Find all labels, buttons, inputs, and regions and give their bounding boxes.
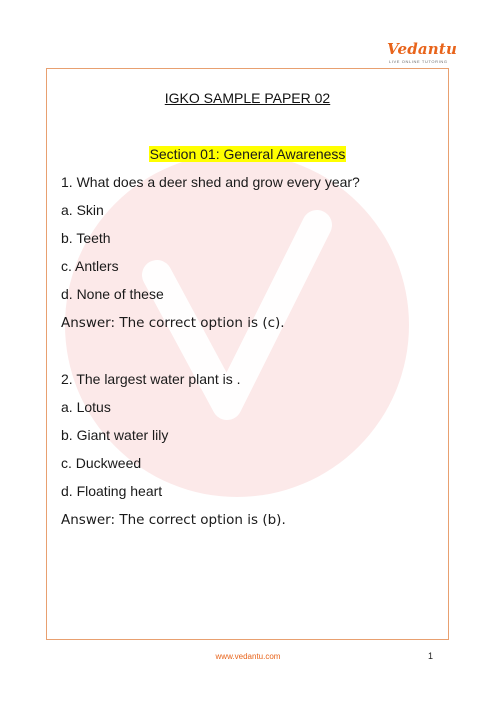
question-1-answer: Answer: The correct option is (c). xyxy=(61,315,285,331)
question-2-option-b: b. Giant water lily xyxy=(61,427,169,443)
question-2-option-c: c. Duckweed xyxy=(61,455,142,471)
question-1-option-a: a. Skin xyxy=(61,202,104,218)
footer-website-link[interactable]: www.vedantu.com xyxy=(215,652,281,661)
vedantu-logo xyxy=(387,40,458,68)
question-2-answer: Answer: The correct option is (b). xyxy=(61,512,286,528)
logo-tagline: LIVE ONLINE TUTORING xyxy=(389,59,448,64)
question-2-text: 2. The largest water plant is . xyxy=(61,371,241,387)
question-2-option-d: d. Floating heart xyxy=(61,483,163,499)
question-1-option-d: d. None of these xyxy=(61,286,164,302)
section-heading: Section 01: General Awareness xyxy=(149,146,346,162)
page-number: 1 xyxy=(428,651,434,661)
logo-wordmark: Vedantu xyxy=(387,40,458,58)
question-2-option-a: a. Lotus xyxy=(61,399,111,415)
question-1-option-b: b. Teeth xyxy=(61,230,111,246)
document-title: IGKO SAMPLE PAPER 02 xyxy=(164,90,331,106)
question-1-option-c: c. Antlers xyxy=(61,258,119,274)
question-1-text: 1. What does a deer shed and grow every year? xyxy=(61,174,360,190)
